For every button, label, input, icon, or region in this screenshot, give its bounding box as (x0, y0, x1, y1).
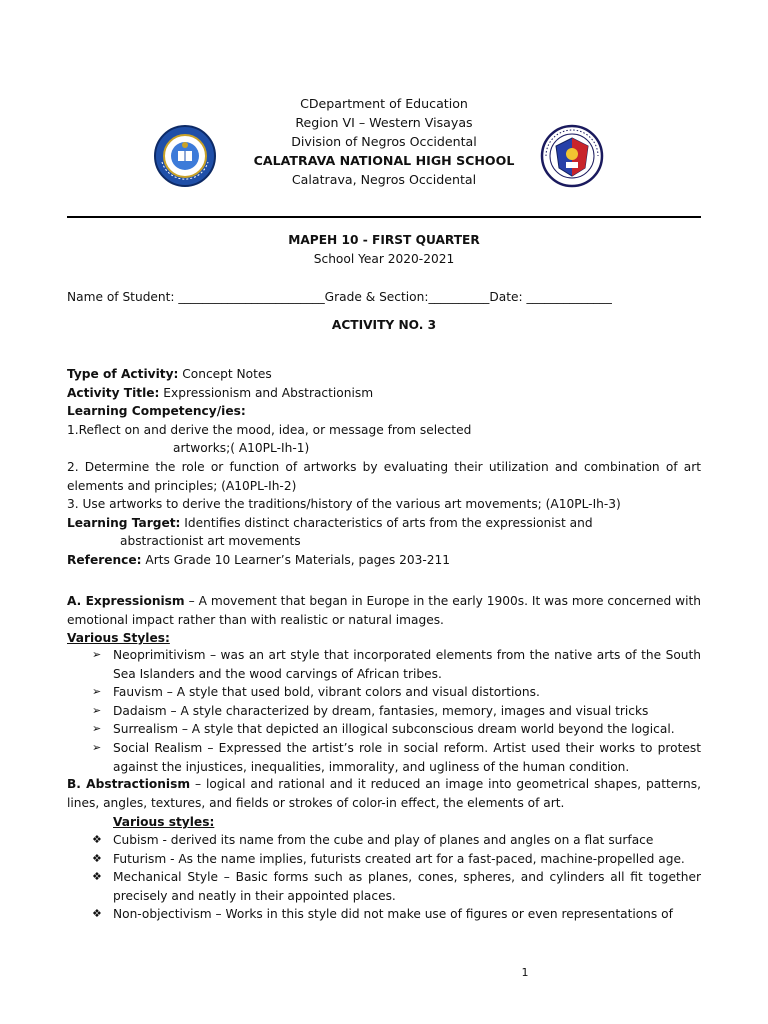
list-item (92, 868, 701, 905)
school-address: Calatrava, Negros Occidental (291, 172, 477, 187)
target-value-b: abstractionist art movements (120, 534, 301, 549)
arrow-bullet-icon: ➢ (92, 685, 102, 699)
competency-2: 2. Determine the role or function of artworks by evaluating their utilization and combination of art elements and principles; (A10PL-Ih-2) (67, 459, 701, 493)
list-item (92, 702, 701, 721)
list-item (92, 850, 701, 869)
abstractionism-styles-heading: Various styles: (113, 815, 215, 829)
arrow-bullet-icon: ➢ (92, 648, 102, 661)
list-item-text: Mechanical Style – Basic forms such as planes, cones, spheres, and cylinders all fit together precisely and neatly in their appointed places. (113, 870, 701, 903)
type-value: Concept Notes (178, 367, 272, 381)
target-value-a: Identifies distinct characteristics of arts from the expressionist and (180, 515, 593, 530)
subject-title: MAPEH 10 - FIRST QUARTER (288, 233, 480, 247)
abstractionism-styles-list (92, 831, 701, 924)
list-item-text: Fauvism – A style that used bold, vibrant colors and visual distortions. (113, 685, 540, 700)
diamond-bullet-icon: ❖ (92, 833, 102, 846)
learning-target (67, 514, 701, 533)
expressionism-styles-list (92, 646, 701, 776)
activity-title-value: Expressionism and Abstractionism (159, 385, 374, 400)
arrow-bullet-icon: ➢ (92, 740, 102, 754)
list-item-text: Non-objectivism – Works in this style did not make use of figures or even representations of (113, 907, 673, 922)
list-item (92, 905, 701, 924)
expressionism-label: A. Expressionism (67, 594, 185, 608)
division-line: Division of Negros Occidental (291, 134, 477, 149)
diamond-bullet-icon: ❖ (92, 870, 102, 884)
expressionism-styles-heading: Various Styles: (67, 631, 170, 645)
list-item (92, 683, 701, 702)
list-item-text: Futurism - As the name implies, futurists created art for a fast-paced, machine-propelled age. (113, 851, 685, 866)
list-item-text: Cubism - derived its name from the cube and play of planes and angles on a flat surface (113, 833, 654, 847)
abstractionism-text: – logical and rational and it reduced an image into geometrical shapes, patterns, lines, angles, textures, and fields or strokes of color-in effect, the elements of art. (67, 777, 701, 810)
school-year: School Year 2020-2021 (313, 252, 455, 266)
arrow-bullet-icon: ➢ (92, 703, 102, 717)
activity-title-label: Activity Title: (67, 385, 160, 400)
list-item (92, 831, 701, 850)
target-label: Learning Target: (67, 515, 181, 530)
type-of-activity (67, 365, 701, 384)
reference-label: Reference: (67, 552, 142, 567)
activity-title (67, 384, 701, 403)
student-info-line: Name of Student: ________________________Grade & Section:__________Date: ______________ (67, 290, 612, 304)
list-item (92, 739, 701, 776)
region-line: Region VI – Western Visayas (295, 115, 473, 130)
abstractionism-paragraph (67, 775, 701, 812)
abstractionism-label: B. Abstractionism (67, 777, 191, 791)
competency-3: 3. Use artworks to derive the traditions/history of the various art movements; (A10PL-Ih-3) (67, 497, 621, 512)
type-label: Type of Activity: (67, 367, 179, 381)
list-item-text: Surrealism – A style that depicted an illogical subconscious dream world beyond the logical. (113, 722, 675, 737)
list-item (92, 646, 701, 683)
activity-number: ACTIVITY NO. 3 (331, 318, 437, 332)
competency-1a: 1.Reflect on and derive the mood, idea, or message from selected (67, 422, 472, 437)
diamond-bullet-icon: ❖ (92, 851, 102, 865)
reference (67, 551, 701, 570)
letterhead (200, 94, 568, 189)
list-item-text: Neoprimitivism – was an art style that incorporated elements from the native arts of the South Sea Islanders and the wood carvings of African tribes. (113, 648, 701, 681)
competency-heading: Learning Competency/ies: (67, 404, 246, 419)
department-line: CDepartment of Education (300, 96, 468, 111)
list-item (92, 720, 701, 739)
activity-info (67, 365, 701, 570)
expressionism-paragraph (67, 592, 701, 629)
page-number: 1 (521, 966, 529, 979)
arrow-bullet-icon: ➢ (92, 722, 102, 736)
school-name: CALATRAVA NATIONAL HIGH SCHOOL (253, 153, 515, 168)
header-divider (67, 216, 701, 218)
diamond-bullet-icon: ❖ (92, 907, 102, 921)
expressionism-text: – A movement that began in Europe in the early 1900s. It was more concerned with emotional impact rather than with realistic or natural images. (67, 594, 701, 627)
reference-value: Arts Grade 10 Learner’s Materials, pages 203-211 (141, 552, 451, 567)
competency-1b: artworks;( A10PL-Ih-1) (173, 441, 310, 456)
list-item-text: Social Realism – Expressed the artist’s role in social reform. Artist used their works to protest against the injustices, inequalities, immorality, and ugliness of the human condition. (113, 740, 701, 774)
list-item-text: Dadaism – A style characterized by dream, fantasies, memory, images and visual tricks (113, 703, 649, 718)
